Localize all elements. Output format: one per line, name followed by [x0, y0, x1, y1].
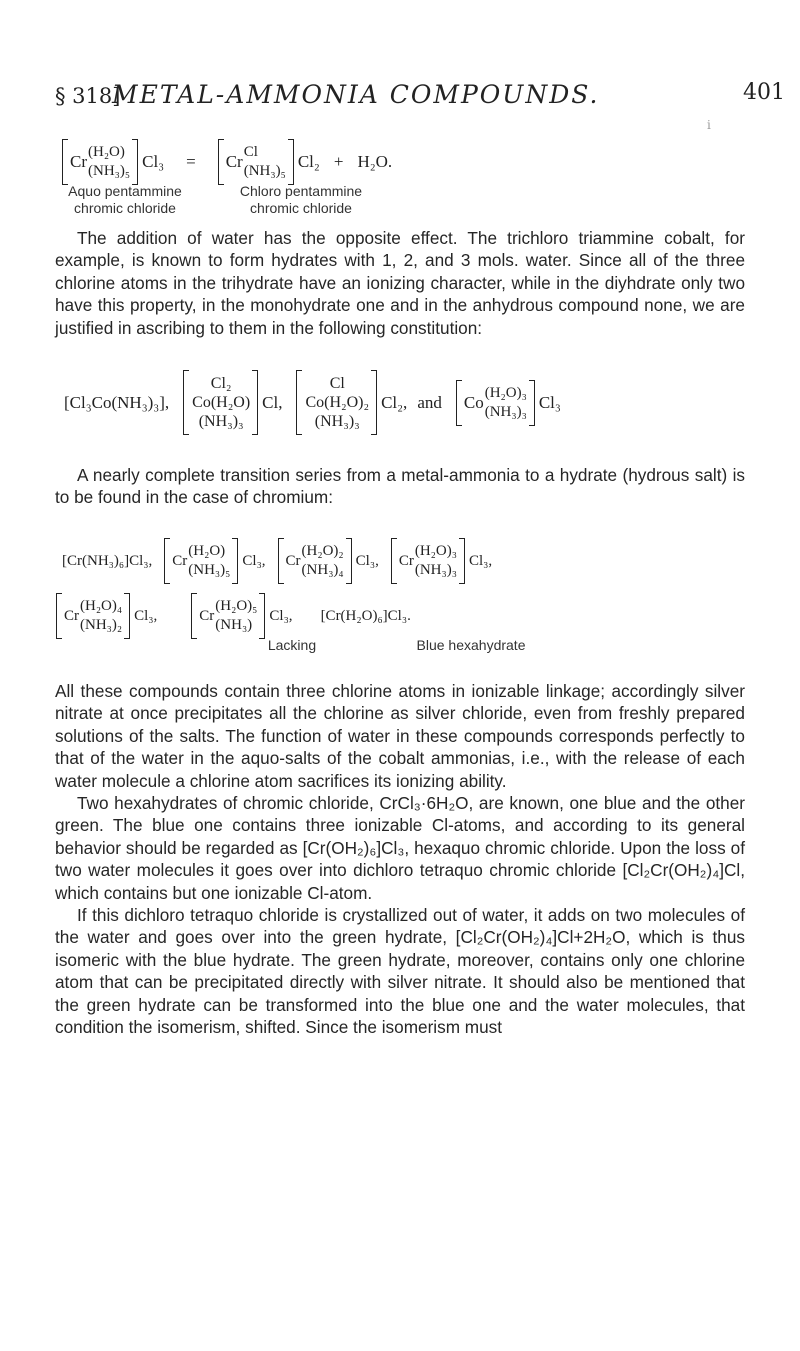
triaquo-triammine: Cr (H₂O)₃ (NH₃)₃	[391, 538, 465, 584]
caption-chloro-pentammine: Chloro pentammine chromic chloride	[239, 183, 363, 216]
hexaquo-chromic-chloride: [Cr(H₂O)₆]Cl₃.	[320, 607, 411, 624]
paragraph-isomerism: If this dichloro tetraquo chloride is crystallized out of water, it adds on two molecules of the water and goes over into the green hydrate, [Cl₂Cr(OH₂)₄]Cl+2H₂O, which is thus isomeric with the blue hydrate. The green hydrate, moreover, contains only one chlorine atom that can be precipitated directly with silver nitrate. It should also be mentioned that the green hydrate can be transformed into the blue one and the water molecules, that condition the isomerism, shifted. Since the isomerism must	[55, 905, 745, 1038]
ligand-bottom: (NH₃)₅	[243, 163, 286, 179]
paragraph-hexahydrates: Two hexahydrates of chromic chloride, CrCl₃·6H₂O, are known, one blue and the other green. The blue one contains three ionizable Cl-atoms, and according to its general behavior should be regarded as [Cr(OH₂)₆]Cl₃, hexaquo chromic chloride. Upon the loss of two water molecules it goes over into dichloro tetraquo chromic chloride [Cl₂Cr(OH₂)₄]Cl, which contains but one ionizable Cl-atom.	[55, 793, 745, 903]
chloro-pentammine-complex	[218, 139, 294, 185]
paragraph-transition-series: A nearly complete transition series from a metal-ammonia to a hydrate (hydrous salt) is to be found in the case of chromium:	[55, 465, 745, 508]
chromium-series-row-1: [Cr(NH₃)₆]Cl₃, Cr (H₂O) (NH₃)₅ Cl₃, Cr (H₂O)₂ (NH₃)₄ Cl₃, Cr (H₂O)₃ (NH₃)₃ Cl₃,	[62, 538, 492, 584]
monohydrate-complex: Cl₂ Co(H₂O) (NH₃)₃	[183, 370, 258, 435]
ligand-top: Cl	[243, 144, 258, 160]
aquo-pentammine-complex	[62, 139, 138, 185]
aquo-pentammine: Cr (H₂O) (NH₃)₅	[164, 538, 238, 584]
equals-sign: =	[186, 152, 196, 171]
metal-symbol: Cr	[70, 152, 87, 171]
anion: Cl₂	[297, 152, 320, 171]
water-product: H₂O.	[357, 152, 393, 171]
anion: Cl₃	[142, 152, 165, 171]
paragraph-trichloro: The addition of water has the opposite effect. The trichloro triammine cobalt, for example, is known to form hydrates with 1, 2, and 3 mols. water. Since all of the three chlorine atoms in the trihydrate have an ionizing character, while in the diyhdrate only two have this property, in the monohydrate one and in the anhydrous compound none, we are justified in ascribing to them in the following constitution:	[55, 228, 745, 338]
anhydrous-compound: [Cl₃Co(NH₃)₃],	[64, 392, 170, 412]
ligand-top: (H₂O)	[88, 144, 125, 160]
plus-sign: +	[333, 152, 344, 171]
equation-cobalt-series	[64, 370, 561, 435]
pentaquo-monammine: Cr (H₂O)₅ (NH₃)	[191, 593, 265, 639]
dihydrate-complex: Cl Co(H₂O)₂ (NH₃)₃	[296, 370, 377, 435]
hexammine-chromic-chloride: [Cr(NH₃)₆]Cl₃,	[62, 552, 153, 569]
margin-mark: i	[707, 118, 711, 132]
caption-lacking: Lacking	[267, 637, 317, 653]
body-text	[55, 680, 745, 1039]
metal-symbol: Cr	[225, 152, 243, 171]
caption-blue-hexahydrate: Blue hexahydrate	[416, 637, 526, 653]
caption-aquo-pentammine: Aquo pentammine chromic chloride	[68, 183, 182, 216]
section-number: § 318]	[55, 84, 121, 108]
ligand-bottom: (NH₃)₅	[88, 163, 131, 179]
page-number: 401	[743, 80, 785, 105]
anion: Cl₃	[538, 392, 561, 412]
chromium-series-row-2: Cr (H₂O)₄ (NH₃)₂ Cl₃, Cr (H₂O)₅ (NH₃) Cl₃, [Cr(H₂O)₆]Cl₃.	[56, 593, 411, 639]
paragraph-ionizable: All these compounds contain three chlorine atoms in ionizable linkage; accordingly silver nitrate at once precipitates all the chlorine as silver chloride, even from freshly prepared solutions of the salts. The function of water in these compounds corresponds perfectly to that of the water in the aquo-salts of the cobalt ammonias, i.e., with the release of each water molecule a chlorine atom sacrifices its ionizing ability.	[55, 681, 745, 791]
equation-aquo-chloro	[62, 139, 392, 185]
diaquo-tetrammine: Cr (H₂O)₂ (NH₃)₄	[278, 538, 352, 584]
trihydrate-complex: Co (H₂O)₃ (NH₃)₃	[456, 380, 535, 426]
conjunction: and	[417, 392, 442, 412]
tetraquo-diammine: Cr (H₂O)₄ (NH₃)₂	[56, 593, 130, 639]
anion: Cl₂,	[381, 392, 408, 412]
running-title: METAL-AMMONIA COMPOUNDS.	[112, 80, 600, 109]
anion: Cl,	[262, 392, 283, 412]
